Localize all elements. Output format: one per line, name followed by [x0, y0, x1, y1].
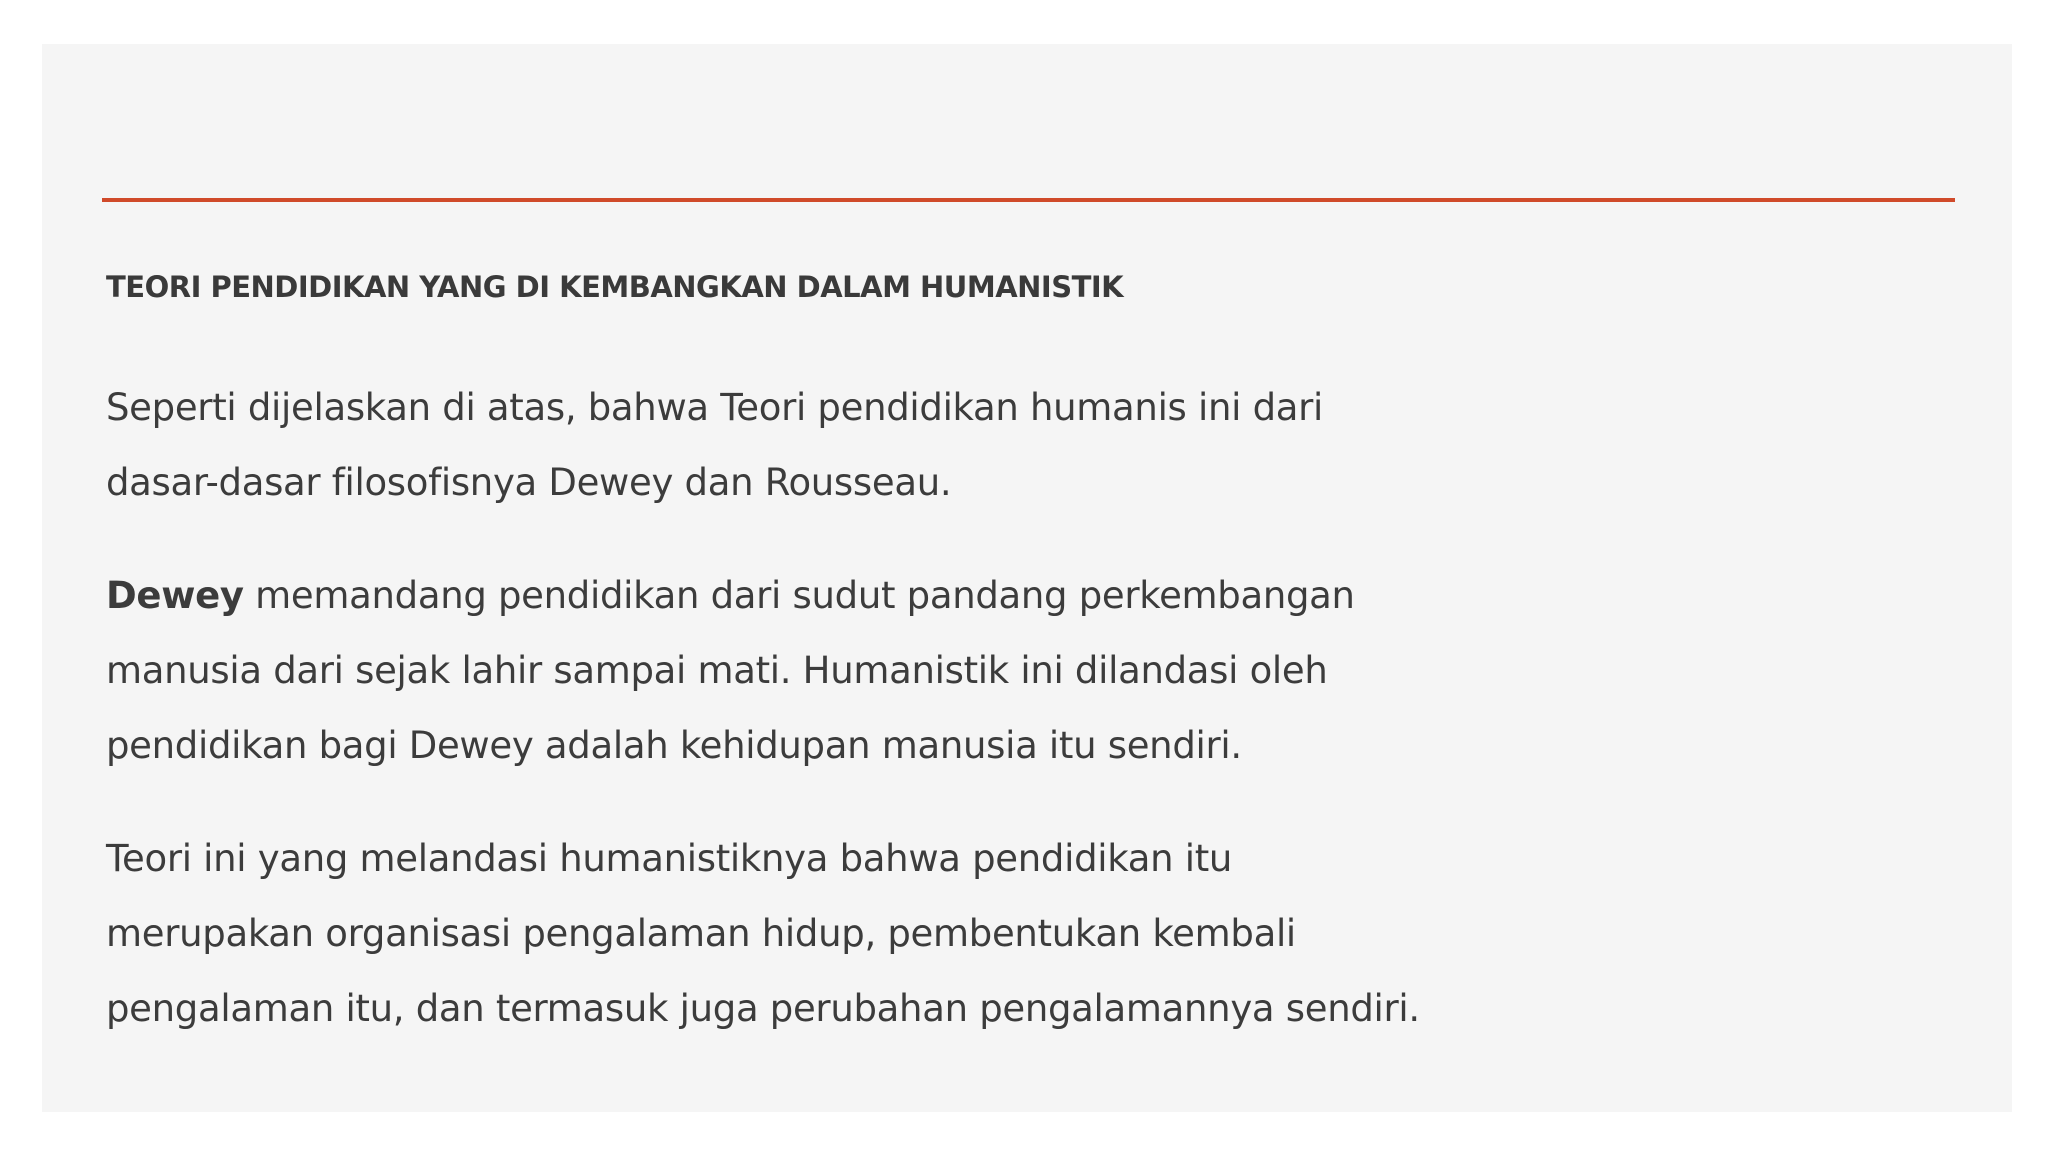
- paragraph-2: [106, 558, 1526, 783]
- accent-rule: [102, 198, 1955, 202]
- slide-heading: TEORI PENDIDIKAN YANG DI KEMBANGKAN DALAM HUMANISTIK: [106, 270, 1124, 304]
- paragraph-3-line-3: pengalaman itu, dan termasuk juga perubahan pengalamannya sendiri.: [106, 987, 1420, 1030]
- paragraph-1: [106, 370, 1526, 520]
- paragraph-1-line-1: Seperti dijelaskan di atas, bahwa Teori pendidikan humanis ini dari: [106, 386, 1324, 429]
- slide: [42, 44, 2012, 1112]
- slide-body: [106, 370, 1526, 1084]
- paragraph-2-line-3: pendidikan bagi Dewey adalah kehidupan manusia itu sendiri.: [106, 724, 1242, 767]
- paragraph-2-line-1-text: memandang pendidikan dari sudut pandang perkembangan: [243, 574, 1355, 617]
- paragraph-2-line-2: manusia dari sejak lahir sampai mati. Humanistik ini dilandasi oleh: [106, 649, 1328, 692]
- dewey-bold-lead: Dewey: [106, 574, 244, 617]
- paragraph-3-line-2: merupakan organisasi pengalaman hidup, pembentukan kembali: [106, 912, 1296, 955]
- paragraph-2-line-1: [106, 558, 1526, 633]
- paragraph-1-line-2: dasar-dasar filosofisnya Dewey dan Rousseau.: [106, 461, 952, 504]
- paragraph-3: [106, 821, 1526, 1046]
- paragraph-3-line-1: Teori ini yang melandasi humanistiknya bahwa pendidikan itu: [106, 837, 1233, 880]
